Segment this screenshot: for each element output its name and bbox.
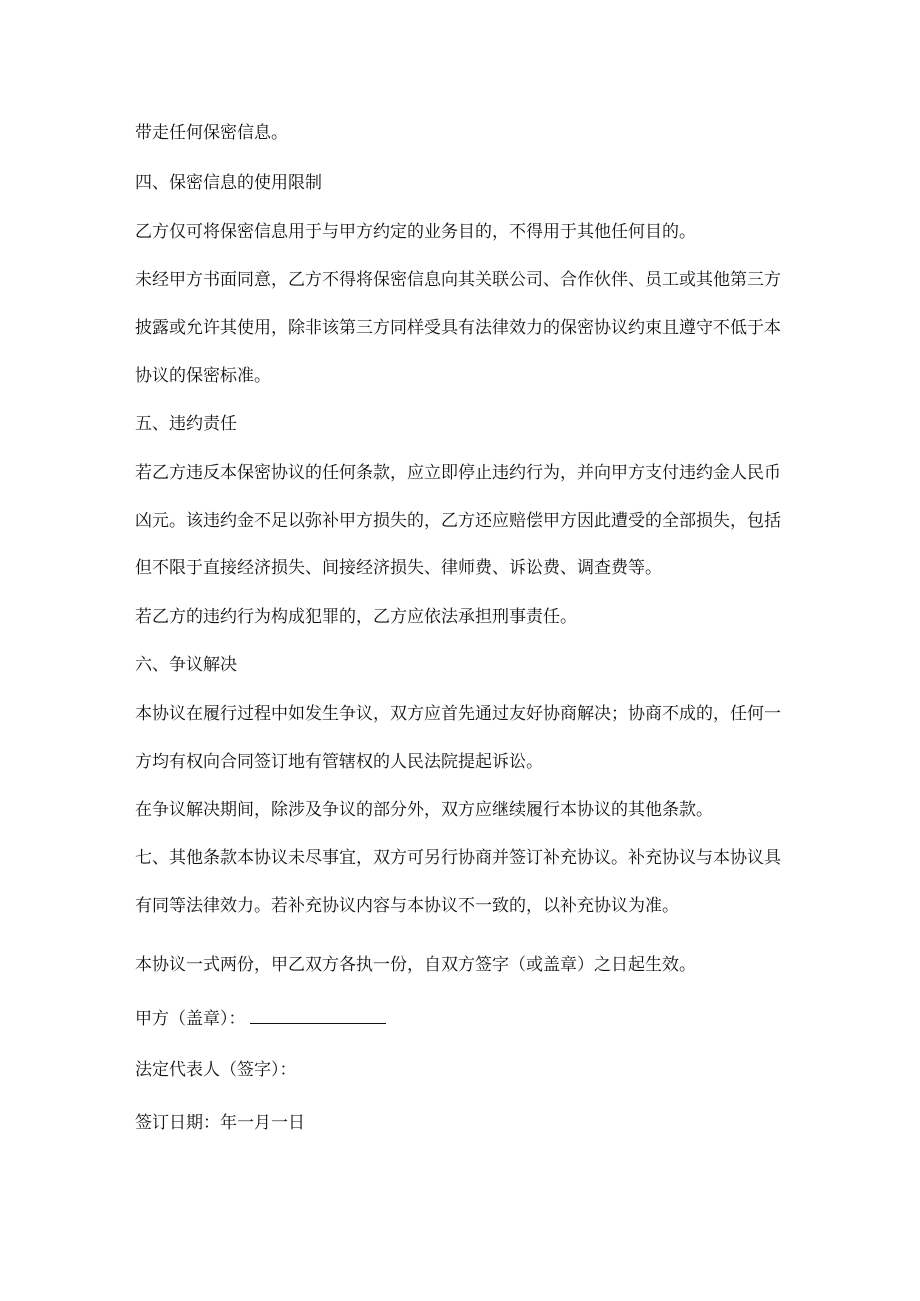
section-heading-7: 七、其他条款本协议未尽事宜，双方可另行协商并签订补充协议。补充协议与本协议具 [135, 848, 781, 868]
paragraph-line: 未经甲方书面同意，乙方不得将保密信息向其关联公司、合作伙伴、员工或其他第三方 [135, 270, 781, 290]
section-heading-5: 五、违约责任 [135, 414, 237, 434]
paragraph-line: 本协议一式两份，甲乙双方各执一份，自双方签字（或盖章）之日起生效。 [135, 955, 696, 975]
paragraph-line: 但不限于直接经济损失、间接经济损失、律师费、诉讼费、调查费等。 [135, 558, 662, 578]
paragraph-line: 在争议解决期间，除涉及争议的部分外，双方应继续履行本协议的其他条款。 [135, 800, 713, 820]
signing-date: 签订日期：年一月一日 [135, 1113, 305, 1133]
paragraph-line: 本协议在履行过程中如发生争议，双方应首先通过友好协商解决；协商不成的，任何一 [135, 704, 781, 724]
paragraph-line: 乙方仅可将保密信息用于与甲方约定的业务目的，不得用于其他任何目的。 [135, 222, 696, 242]
paragraph-line: 方均有权向合同签订地有管辖权的人民法院提起诉讼。 [135, 752, 543, 772]
paragraph-line: 有同等法律效力。若补充协议内容与本协议不一致的，以补充协议为准。 [135, 896, 679, 916]
party-a-signature-line [135, 1007, 386, 1029]
paragraph-line: 凶元。该违约金不足以弥补甲方损失的，乙方还应赔偿甲方因此遭受的全部损失，包括 [135, 511, 781, 531]
party-a-label: 甲方（盖章）： [135, 1009, 246, 1029]
paragraph-line: 若乙方违反本保密协议的任何条款，应立即停止违约行为，并向甲方支付违约金人民币 [135, 463, 781, 483]
section-heading-6: 六、争议解决 [135, 655, 237, 675]
paragraph-line: 协议的保密标准。 [135, 366, 271, 386]
paragraph-line: 若乙方的违约行为构成犯罪的，乙方应依法承担刑事责任。 [135, 607, 577, 627]
section-heading-4: 四、保密信息的使用限制 [135, 173, 322, 193]
paragraph-line: 带走任何保密信息。 [135, 123, 288, 143]
paragraph-line: 披露或允许其使用，除非该第三方同样受具有法律效力的保密协议约束且遵守不低于本 [135, 318, 781, 338]
party-a-blank [250, 1007, 386, 1024]
legal-rep-label: 法定代表人（签字）： [135, 1060, 297, 1080]
